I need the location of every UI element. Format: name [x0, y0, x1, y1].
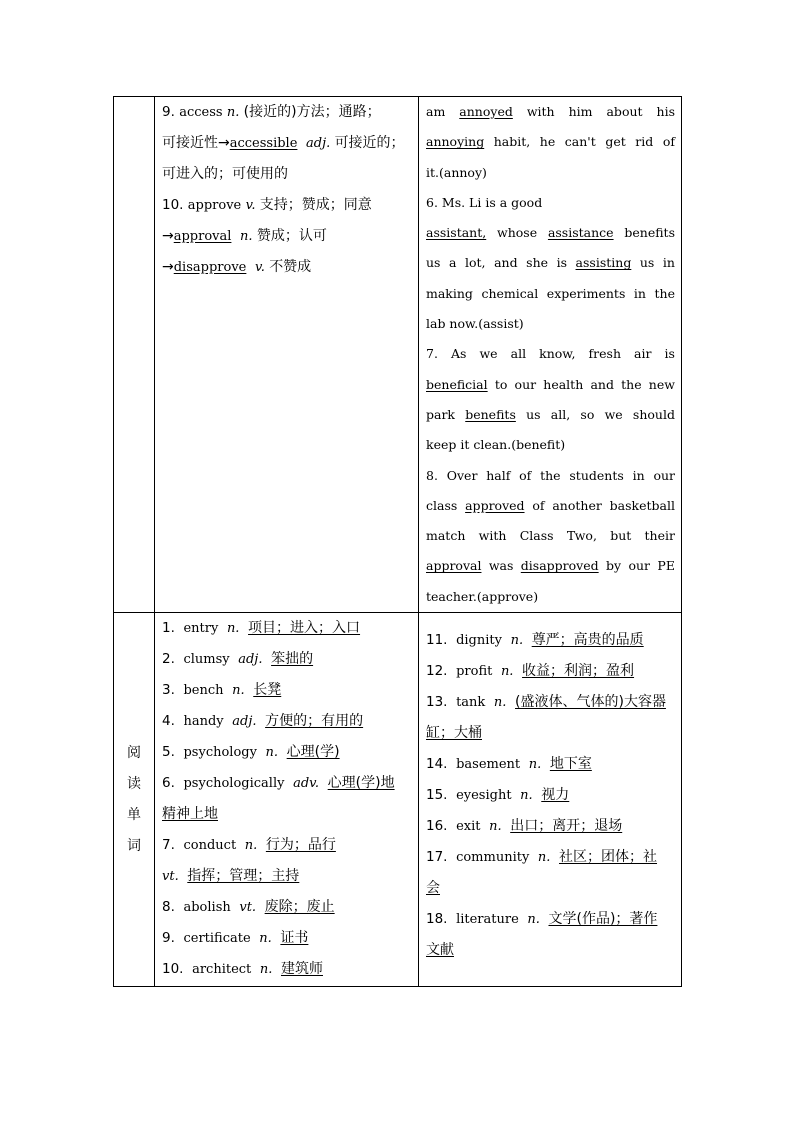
part-of-speech: adv. — [293, 776, 320, 792]
arrow: → — [162, 259, 174, 275]
exercise-word: him — [568, 104, 593, 119]
exercise-word: she — [526, 255, 549, 271]
section-label-char: 单 — [127, 806, 141, 823]
vocab-entry — [162, 830, 412, 861]
answer-blank: assistant, — [426, 225, 487, 241]
exercise-line: keep it clean.(benefit) — [426, 437, 566, 453]
section-label — [126, 738, 142, 862]
part-of-speech: n. — [244, 838, 258, 854]
vocab-entry-continued — [426, 718, 675, 749]
vocab-entry — [426, 780, 675, 811]
exercise-word: 8. — [426, 467, 438, 483]
vocab-entry — [426, 687, 675, 718]
answer-blank: assisting — [575, 255, 632, 271]
definition: 出口；离开；退场 — [510, 818, 623, 835]
part-of-speech: n. — [493, 695, 507, 711]
table-row — [114, 613, 682, 987]
vocab-entry — [162, 675, 412, 706]
definition: 可进入的；可使用的 — [162, 166, 288, 182]
entry-word: certificate — [183, 931, 251, 947]
exercise-word: a — [449, 255, 457, 271]
exercise-cell — [419, 97, 682, 613]
exercise-word: we — [604, 406, 623, 422]
exercise-line — [426, 370, 675, 400]
exercise-word: park — [426, 406, 456, 422]
exercise-word: he — [539, 134, 556, 150]
arrow: → — [162, 228, 174, 244]
definition: 视力 — [541, 787, 570, 804]
definition: 项目；进入；入口 — [248, 620, 361, 637]
vocab-entry — [426, 811, 675, 842]
definition: 不赞成 — [269, 259, 312, 275]
entry-number: 11. — [426, 632, 448, 649]
exercise-word: new — [648, 376, 675, 392]
vocab-entry — [162, 923, 412, 954]
exercise-word: us — [526, 406, 541, 422]
exercise-word: the — [654, 285, 675, 301]
entry-word: profit — [456, 664, 493, 680]
vocab-entry — [162, 768, 412, 799]
answer-blank: annoying — [426, 134, 485, 150]
answer-blank: beneficial — [426, 376, 488, 392]
exercise-line: teacher.(approve) — [426, 588, 539, 604]
definition: 地下室 — [549, 756, 592, 773]
entry-number: 17. — [426, 849, 448, 866]
exercise-word: so — [580, 406, 595, 422]
entry-word: community — [456, 850, 530, 866]
entry-word: tank — [456, 695, 486, 711]
exercise-word: should — [632, 406, 675, 422]
entry-number: 10. — [162, 961, 184, 978]
exercise-word: we — [479, 346, 498, 362]
definition: 心理(学)地 — [327, 775, 395, 792]
exercise-word: can't — [564, 134, 596, 150]
answer-blank: accessible — [229, 136, 298, 151]
vocab-entry — [162, 706, 412, 737]
exercise-word: am — [426, 104, 446, 119]
exercise-word: As — [450, 346, 467, 362]
exercise-word: Over — [446, 467, 478, 483]
exercise-word: all — [510, 346, 527, 362]
exercise-word: us — [639, 255, 655, 271]
entry-number: 4. — [162, 713, 175, 730]
answer-blank: annoyed — [459, 104, 513, 119]
definition: 行为；品行 — [265, 837, 336, 854]
entry-number: 13. — [426, 694, 448, 711]
entry-word: literature — [456, 912, 519, 928]
entry-word: basement — [456, 757, 521, 773]
definition: (盛液体、气体的)大容器 — [515, 694, 666, 711]
vocab-entry-continued — [426, 935, 675, 966]
part-of-speech: n. — [489, 819, 502, 835]
part-of-speech: adj. — [238, 652, 263, 668]
exercise-word: our — [628, 558, 651, 574]
definition: 长凳 — [253, 682, 282, 699]
part-of-speech: n. — [240, 229, 253, 244]
entry-number: 9. — [162, 104, 175, 120]
exercise-word: match — [426, 528, 466, 544]
entry-word: bench — [183, 683, 224, 699]
exercise-word: of — [532, 497, 545, 513]
exercise-line — [426, 339, 675, 369]
exercise-word: is — [664, 346, 675, 362]
exercise-word: all, — [550, 406, 571, 422]
definition: 可接近性→ — [162, 135, 230, 151]
vocab-entry — [162, 954, 412, 985]
answer-blank: assistance — [547, 225, 614, 241]
exercise-word: us — [426, 255, 441, 271]
exercise-word: in — [633, 285, 646, 301]
exercise-word: half — [486, 467, 511, 483]
definition: 精神上地 — [162, 806, 218, 823]
exercise-word: the — [621, 376, 642, 392]
part-of-speech: n. — [226, 621, 240, 637]
entry-word: architect — [192, 962, 252, 978]
exercise-word: his — [656, 104, 675, 119]
part-of-speech: n. — [520, 788, 533, 804]
exercise-word: benefits — [624, 225, 675, 241]
exercise-line: lab now.(assist) — [426, 316, 524, 332]
vocab-entry — [426, 656, 675, 687]
exercise-word: was — [488, 558, 514, 574]
exercise-word: habit, — [493, 134, 531, 150]
exercise-word: air — [634, 346, 652, 362]
vocab-list-right — [419, 613, 682, 987]
exercise-word: 7. — [426, 346, 438, 362]
entry-word: psychology — [183, 745, 257, 761]
definition: 赞成；认可 — [256, 228, 327, 244]
vocab-entry — [162, 613, 412, 644]
exercise-word: our — [653, 467, 675, 483]
exercise-line — [426, 218, 675, 248]
exercise-word: in — [632, 467, 645, 483]
part-of-speech: n. — [226, 105, 240, 120]
vocab-entry — [426, 904, 675, 935]
exercise-line — [426, 521, 675, 551]
definition: 笨拙的 — [271, 651, 314, 668]
definition: (接近的)方法；通路； — [243, 104, 381, 120]
definition: 支持；赞成；同意 — [259, 197, 372, 213]
section-label-cell — [114, 613, 155, 987]
entry-line — [162, 190, 412, 221]
section-label-char: 词 — [127, 837, 141, 854]
definition: 文献 — [426, 942, 454, 959]
definition: 建筑师 — [280, 961, 323, 978]
part-of-speech: adj. — [232, 714, 257, 730]
entry-word: entry — [183, 621, 219, 637]
exercise-word: rid — [635, 134, 654, 150]
part-of-speech: n. — [537, 850, 551, 866]
definition: 废除；废止 — [264, 899, 335, 916]
part-of-speech: vt. — [162, 869, 179, 885]
part-of-speech: n. — [510, 633, 524, 649]
entry-word: dignity — [456, 633, 502, 649]
entry-line — [162, 128, 412, 159]
entry-number: 6. — [162, 775, 175, 792]
part-of-speech: n. — [259, 931, 272, 947]
entry-number: 2. — [162, 651, 175, 668]
exercise-word: Two, — [566, 528, 597, 544]
vocab-entry — [162, 892, 412, 923]
exercise-line — [426, 400, 675, 430]
word-forms-cell — [155, 97, 419, 613]
exercise-word: but — [610, 528, 632, 544]
entry-word: eyesight — [456, 788, 512, 804]
entry-word: conduct — [183, 838, 237, 854]
vocab-entry-continued — [426, 873, 675, 904]
entry-number: 10. — [162, 197, 184, 213]
exercise-word: and — [494, 255, 518, 271]
exercise-word: is — [556, 255, 567, 271]
entry-word: access — [179, 105, 223, 120]
part-of-speech: n. — [500, 664, 514, 680]
definition: 社区；团体；社 — [559, 849, 658, 866]
entry-word: handy — [183, 714, 224, 730]
section-label-cell — [114, 97, 155, 613]
entry-line — [162, 159, 412, 190]
exercise-line — [426, 461, 675, 491]
entry-word: approve — [187, 198, 242, 213]
exercise-word: know, — [539, 346, 576, 362]
exercise-word: Class — [519, 528, 554, 544]
definition: 方便的；有用的 — [265, 713, 364, 730]
exercise-word: PE — [657, 558, 675, 574]
exercise-word: whose — [497, 225, 538, 241]
exercise-word: lot, — [465, 255, 486, 271]
exercise-word: in — [662, 255, 675, 271]
entry-line — [162, 221, 412, 252]
exercise-line — [426, 551, 675, 581]
part-of-speech: n. — [259, 962, 273, 978]
definition: 会 — [426, 880, 440, 897]
exercise-word: another — [552, 497, 602, 513]
exercise-word: with — [478, 528, 507, 544]
table-row — [114, 97, 682, 613]
exercise-line — [426, 127, 675, 157]
entry-number: 12. — [426, 663, 448, 680]
part-of-speech: n. — [265, 745, 279, 761]
entry-word: abolish — [183, 900, 231, 916]
section-label-char: 阅 — [127, 744, 141, 761]
exercise-word: and — [590, 376, 614, 392]
exercise-word: their — [644, 528, 675, 544]
vocab-entry — [162, 861, 412, 892]
entry-number: 9. — [162, 930, 175, 947]
answer-blank: benefits — [465, 406, 516, 422]
definition: 可接近的； — [334, 135, 405, 151]
part-of-speech: v. — [245, 198, 256, 213]
exercise-word: of — [662, 134, 675, 150]
entry-number: 18. — [426, 911, 448, 928]
entry-line — [162, 252, 412, 283]
part-of-speech: n. — [527, 912, 540, 928]
part-of-speech: v. — [254, 260, 265, 275]
exercise-word: chemical — [481, 285, 539, 301]
exercise-line — [426, 248, 675, 278]
vocab-entry — [426, 625, 675, 656]
answer-blank: disapprove — [173, 260, 247, 275]
exercise-word: of — [519, 467, 532, 483]
vocabulary-table — [113, 96, 682, 987]
definition: 心理(学) — [286, 744, 340, 761]
exercise-word: basketball — [609, 497, 675, 513]
exercise-word: class — [426, 497, 458, 513]
entry-number: 3. — [162, 682, 175, 699]
exercise-word: with — [526, 104, 555, 119]
exercise-word: health — [543, 376, 584, 392]
part-of-speech: n. — [232, 683, 245, 699]
vocab-entry — [426, 749, 675, 780]
entry-number: 8. — [162, 899, 175, 916]
exercise-line: 6. Ms. Li is a good — [426, 194, 543, 210]
entry-number: 5. — [162, 744, 175, 761]
exercise-word: making — [426, 285, 473, 301]
vocab-entry-continued — [162, 799, 412, 830]
exercise-word: by — [606, 558, 622, 574]
definition: 文学(作品)；著作 — [548, 911, 658, 928]
entry-number: 1. — [162, 620, 175, 637]
exercise-word: about — [606, 104, 643, 119]
exercise-line: it.(annoy) — [426, 164, 487, 180]
vocab-entry — [426, 842, 675, 873]
entry-word: clumsy — [183, 652, 230, 668]
exercise-word: the — [540, 467, 561, 483]
entry-word: exit — [456, 819, 481, 835]
answer-blank: approval — [426, 558, 482, 574]
definition: 证书 — [280, 930, 309, 947]
vocab-entry — [162, 644, 412, 675]
definition: 缸；大桶 — [426, 725, 482, 742]
answer-blank: approval — [173, 229, 232, 244]
exercise-line — [426, 97, 675, 127]
vocab-entry — [162, 737, 412, 768]
definition: 收益；利润；盈利 — [522, 663, 635, 680]
part-of-speech: n. — [528, 757, 542, 773]
answer-blank: disapproved — [520, 558, 599, 574]
exercise-word: experiments — [546, 285, 626, 301]
vocab-list-left — [155, 613, 419, 987]
exercise-word: students — [569, 467, 624, 483]
part-of-speech: adj. — [306, 136, 331, 151]
entry-number: 7. — [162, 837, 175, 854]
section-label-char: 读 — [127, 775, 141, 792]
part-of-speech: vt. — [239, 900, 257, 916]
entry-number: 15. — [426, 787, 448, 804]
exercise-word: our — [514, 376, 537, 392]
answer-blank: approved — [465, 497, 525, 513]
definition: 尊严；高贵的品质 — [531, 632, 644, 649]
exercise-word: fresh — [588, 346, 621, 362]
definition: 指挥；管理；主持 — [187, 868, 300, 885]
exercise-line — [426, 491, 675, 521]
exercise-line — [426, 279, 675, 309]
entry-number: 16. — [426, 818, 448, 835]
entry-line — [162, 97, 412, 128]
exercise-word: get — [605, 134, 626, 150]
exercise-word: to — [494, 376, 508, 392]
entry-number: 14. — [426, 756, 448, 773]
entry-word: psychologically — [183, 776, 285, 792]
